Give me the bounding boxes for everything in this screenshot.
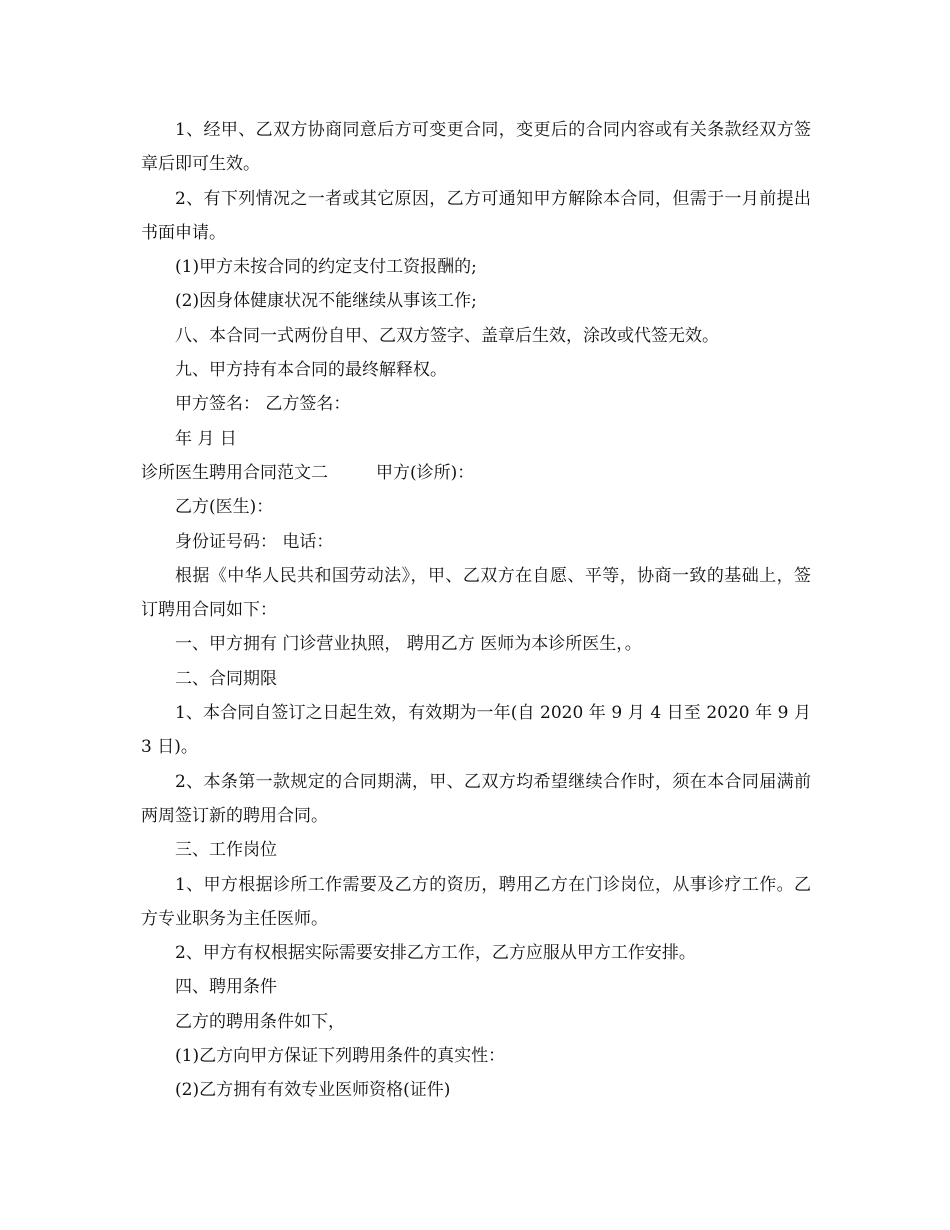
paragraph: 根据《中华人民共和国劳动法》，甲、乙双方在自愿、平等，协商一致的基础上，签订聘用合同如下： [141, 565, 811, 621]
paragraph: 九、甲方持有本合同的最终解释权。 [175, 360, 447, 381]
paragraph: 八、本合同一式两份自甲、乙双方签字、盖章后生效，涂改或代签无效。 [175, 325, 719, 346]
paragraph: 乙方(医生)： [175, 497, 274, 518]
signature-line: 甲方签名： 乙方签名： [175, 394, 351, 415]
paragraph: (2)因身体健康状况不能继续从事该工作; [175, 291, 477, 312]
paragraph: 2、本条第一款规定的合同期满，甲、乙双方均希望继续合作时，须在本合同届满前两周签订新的聘用合同。 [141, 771, 811, 826]
document-body [141, 113, 811, 1108]
paragraph: (2)乙方拥有有效专业医师资格(证件) [175, 1080, 451, 1101]
document-title: 诊所医生聘用合同范文二 [141, 462, 328, 483]
paragraph: 1、本合同自签订之日起生效，有效期为一年(自 2020 年 9 月 4 日至 2020 年 9 月 3 日)。 [141, 703, 811, 758]
paragraph: 身份证号码： 电话： [175, 531, 334, 552]
date-line: 年 月 日 [175, 428, 237, 449]
paragraph: (1)甲方未按合同的约定支付工资报酬的; [175, 257, 477, 278]
section-heading: 三、工作岗位 [175, 840, 277, 861]
paragraph: 1、经甲、乙双方协商同意后方可变更合同，变更后的合同内容或有关条款经双方签章后即可生效。 [141, 120, 811, 175]
paragraph: 一、甲方拥有 门诊营业执照， 聘用乙方 医师为本诊所医生，。 [175, 634, 642, 655]
section-heading: 四、聘用条件 [175, 977, 277, 998]
party-a-label: 甲方(诊所)： [376, 462, 475, 483]
section-heading: 二、合同期限 [175, 668, 277, 689]
title-line [141, 456, 811, 490]
paragraph: (1)乙方向甲方保证下列聘用条件的真实性： [175, 1046, 506, 1067]
paragraph: 2、有下列情况之一者或其它原因，乙方可通知甲方解除本合同，但需于一月前提出书面申请。 [141, 188, 811, 243]
paragraph: 2、甲方有权根据实际需要安排乙方工作，乙方应服从甲方工作安排。 [175, 943, 696, 964]
paragraph: 1、甲方根据诊所工作需要及乙方的资历，聘用乙方在门诊岗位，从事诊疗工作。乙方专业职务为主任医师。 [141, 874, 811, 929]
paragraph: 乙方的聘用条件如下， [175, 1011, 345, 1032]
